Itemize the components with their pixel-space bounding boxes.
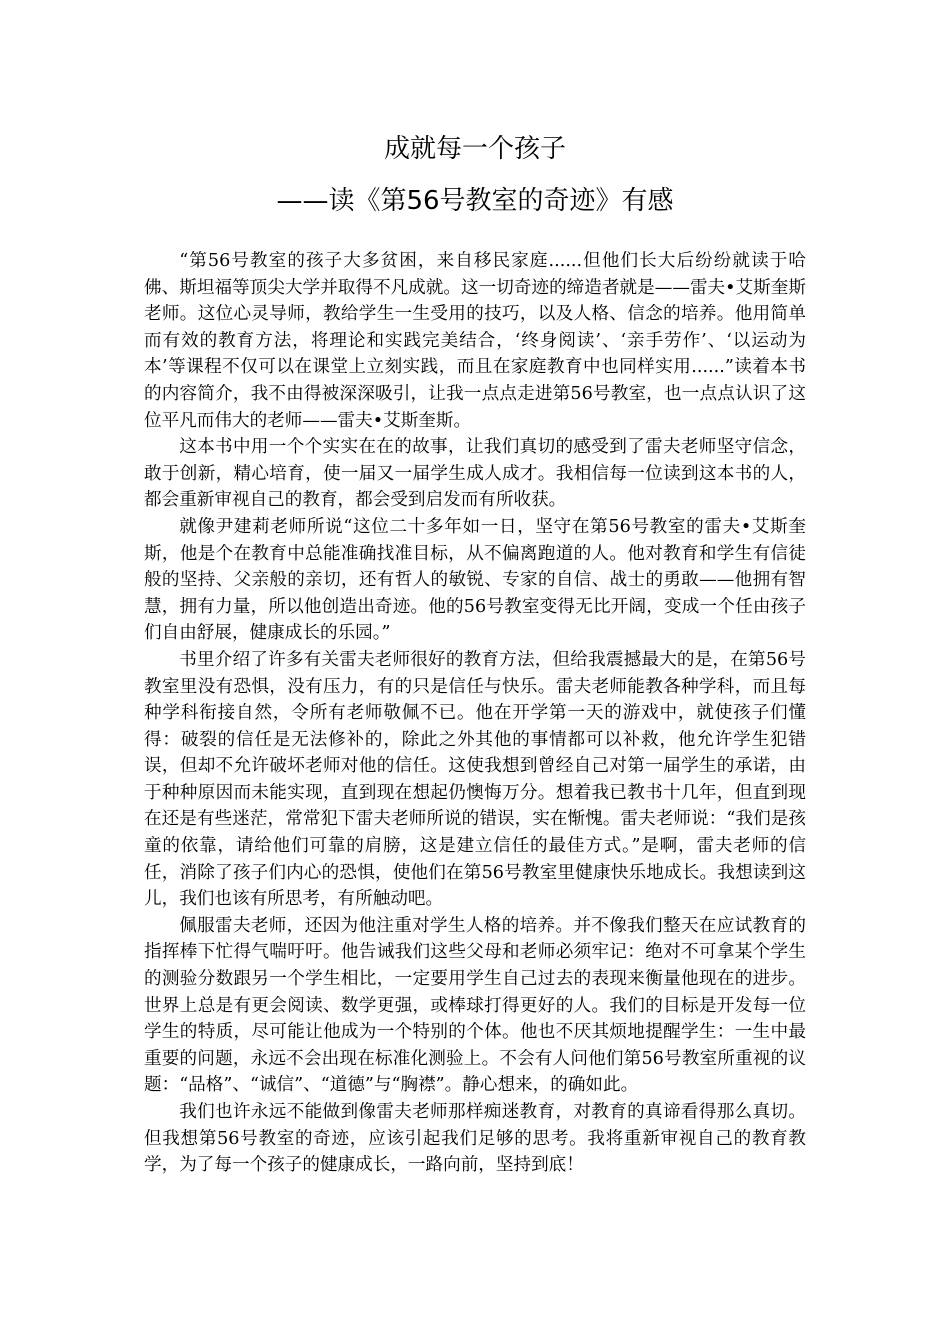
paragraph-1: “第56号教室的孩子大多贫困，来自移民家庭......但他们长大后纷纷就读于哈佛、斯坦福等顶尖大学并取得不凡成就。这一切奇迹的缔造者就是——雷夫•艾斯奎斯老师。这位心灵导师，教给学生一生受用的技巧，以及人格、信念的培养。他用简单而有效的教育方法，将理论和实践完美结合，‘终身阅读’、‘亲手劳作’、‘以运动为本’等课程不仅可以在课堂上立刻实践，而且在家庭教育中也同样实用......”读着本书的内容简介，我不由得被深深吸引，让我一点点走进第56号教室，也一点点认识了这位平凡而伟大的老师——雷夫•艾斯奎斯。 bbox=[144, 251, 806, 431]
paragraph-6: 我们也许永远不能做到像雷夫老师那样痴迷教育，对教育的真谛看得那么真切。但我想第56号教室的奇迹，应该引起我们足够的思考。我将重新审视自己的教育教学，为了每一个孩子的健康成长，一路向前，坚持到底！ bbox=[144, 1102, 806, 1176]
document-subtitle: ——读《第56号教室的奇迹》有感 bbox=[276, 186, 674, 216]
paragraph-2: 这本书中用一个个实实在在的故事，让我们真切的感受到了雷夫老师坚守信念，敢于创新，精心培育，使一届又一届学生成人成才。我相信每一位读到这本书的人，都会重新审视自己的教育，都会受到启发而有所收获。 bbox=[144, 437, 806, 511]
paragraph-3: 就像尹建莉老师所说“这位二十多年如一日，坚守在第56号教室的雷夫•艾斯奎斯，他是个在教育中总能准确找准目标，从不偏离跑道的人。他对教育和学生有信徒般的坚持、父亲般的亲切，还有哲人的敏锐、专家的自信、战士的勇敢——他拥有智慧，拥有力量，所以他创造出奇迹。他的56号教室变得无比开阔，变成一个任由孩子们自由舒展，健康成长的乐园。” bbox=[144, 516, 806, 644]
document-body bbox=[144, 248, 806, 1179]
paragraph-4: 书里介绍了许多有关雷夫老师很好的教育方法，但给我震撼最大的是，在第56号教室里没有恐惧，没有压力，有的只是信任与快乐。雷夫老师能教各种学科，而且每种学科衔接自然，令所有老师敬佩不已。他在开学第一天的游戏中，就使孩子们懂得：破裂的信任是无法修补的，除此之外其他的事情都可以补救，他允许学生犯错误，但却不允许破坏老师对他的信任。这使我想到曾经自己对第一届学生的承诺，由于种种原因而未能实现，直到现在想起仍懊悔万分。想着我已教书十几年，但直到现在还是有些迷茫，常常犯下雷夫老师所说的错误，实在惭愧。雷夫老师说：“我们是孩童的依靠，请给他们可靠的肩膀，这是建立信任的最佳方式。”是啊，雷夫老师的信任，消除了孩子们内心的恐惧，使他们在第56号教室里健康快乐地成长。我想读到这儿，我们也该有所思考，有所触动吧。 bbox=[144, 649, 806, 910]
title-block bbox=[0, 130, 950, 220]
document-title: 成就每一个孩子 bbox=[383, 134, 566, 164]
paragraph-5: 佩服雷夫老师，还因为他注重对学生人格的培养。并不像我们整天在应试教育的指挥棒下忙得气喘吁吁。他告诫我们这些父母和老师必须牢记：绝对不可拿某个学生的测验分数跟另一个学生相比，一定要用学生自己过去的表现来衡量他现在的进步。世界上总是有更会阅读、数学更强，或棒球打得更好的人。我们的目标是开发每一位学生的特质，尽可能让他成为一个特别的个体。他也不厌其烦地提醒学生：一生中最重要的问题，永远不会出现在标准化测验上。不会有人问他们第56号教室所重视的议题：“品格”、“诚信”、“道德”与“胸襟”。静心想来，的确如此。 bbox=[144, 915, 806, 1096]
